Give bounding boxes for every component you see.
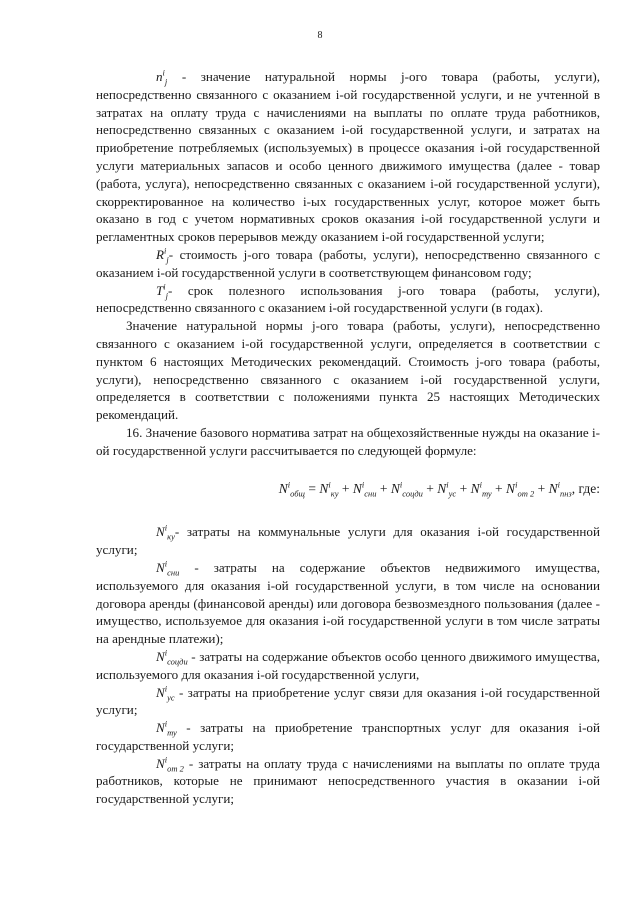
symbol-n-us: $N^i_{ус}$ [156,683,175,703]
definition-n-j: $n^i_j$ - значение натуральной нормы j-ого товара (работы, услуги), непосредственно связанного с оказанием i-ой государственной услуги, и не учтенной в затратах на оплату труда с начислениями на выплаты по оплате труда работников, непосредственно связанных с оказанием i-ой государственной услуги, и затратах на приобретение потребляемых (используемых) в процессе оказания i-ой государственной услуги материальных запасов и особо ценного движимого имущества (далее - товар (работа, услуга), непосредственно связанных с оказанием i-ой государственной услуги), скорректированное на количество i-ых государственных услуг, которое может быть оказано в год с учетом нормативных сроков оказания i-ой государственной услуги и регламентных сроков перерывов между оказанием i-ой государственной услуги; [96,67,600,245]
symbol-n-socdi: $N^i_{соцди}$ [156,647,188,667]
definition-t-j: $T^i_j-$ срок полезного использования j-ого товара (работы, услуги), непосредственно связанного с оказанием i-ой государственной услуги (в годах). [96,281,600,316]
definition-n-us: $N^i_{ус}$ - затраты на приобретение услуг связи для оказания i-ой государственной услуги; [96,683,600,718]
symbol-n-ot2: $N^i_{от 2}$ [156,754,184,774]
definition-n-socdi: $N^i_{соцди}$ - затраты на содержание объектов особо ценного движимого имущества, используемого для оказания i-ой государственной услуги, [96,647,600,682]
formula-general-needs: $N^i_{общ} = N^i_{ку} + N^i_{сни} + N^i_{соцди} + N^i_{ус} + N^i_{ту} + N^i_{от 2} + N^i_{пнз}$, где: [278,479,600,499]
symbol-n-j: $n^i_j$ [156,67,168,87]
paragraph-natural-norm: Значение натуральной нормы j-ого товара (работы, услуги), непосредственно связанного с оказанием i-ой государственной услуги, определяется в соответствии с пунктом 6 настоящих Методических рекомендаций. Стоимость j-ого товара (работы, услуги), непосредственно связанного с оказанием i-ой государственной услуги, определяется в соответствии с положениями пункта 25 настоящих Методических рекомендаций. [96,318,600,423]
symbol-n-tu: $N^i_{ту}$ [156,718,177,738]
symbol-n-sni: $N^i_{сни}$ [156,558,180,578]
definition-r-j: $R^i_j-$ стоимость j-ого товара (работы, услуги), непосредственно связанного с оказанием i-ой государственной услуги в соответствующем финансовом году; [96,245,600,280]
definition-n-sni: $N^i_{сни}$ - затраты на содержание объектов недвижимого имущества, используемого для оказания i-ой государственной услуги, в том числе на основании договора аренды (финансовой аренды) или договора безвозмездного пользования (далее - имущество, используемое для оказания i-ой государственной услуги в том числе затраты на арендные платежи); [96,558,600,647]
page-number: 8 [317,30,323,41]
symbol-t-j: $T^i_j$ [156,281,169,301]
document-body [96,68,600,808]
symbol-n-ku: $N^i_{ку}$ [156,522,175,542]
definition-n-tu: $N^i_{ту}$ - затраты на приобретение транспортных услуг для оказания i-ой государственной услуги; [96,718,600,753]
symbol-r-j: $R^i_j$ [156,245,169,265]
paragraph-16: 16. Значение базового норматива затрат на общехозяйственные нужды на оказание i-ой государственной услуги рассчитывается по следующей формуле: [96,424,600,458]
definition-n-ku: $N^i_{ку}-$ затраты на коммунальные услуги для оказания i-ой государственной услуги; [96,522,600,558]
definition-n-ot2: $N^i_{от 2}$ - затраты на оплату труда с начислениями на выплаты по оплате труда работников, которые не принимают непосредственного участия в оказании i-ой государственной услуги; [96,754,600,807]
